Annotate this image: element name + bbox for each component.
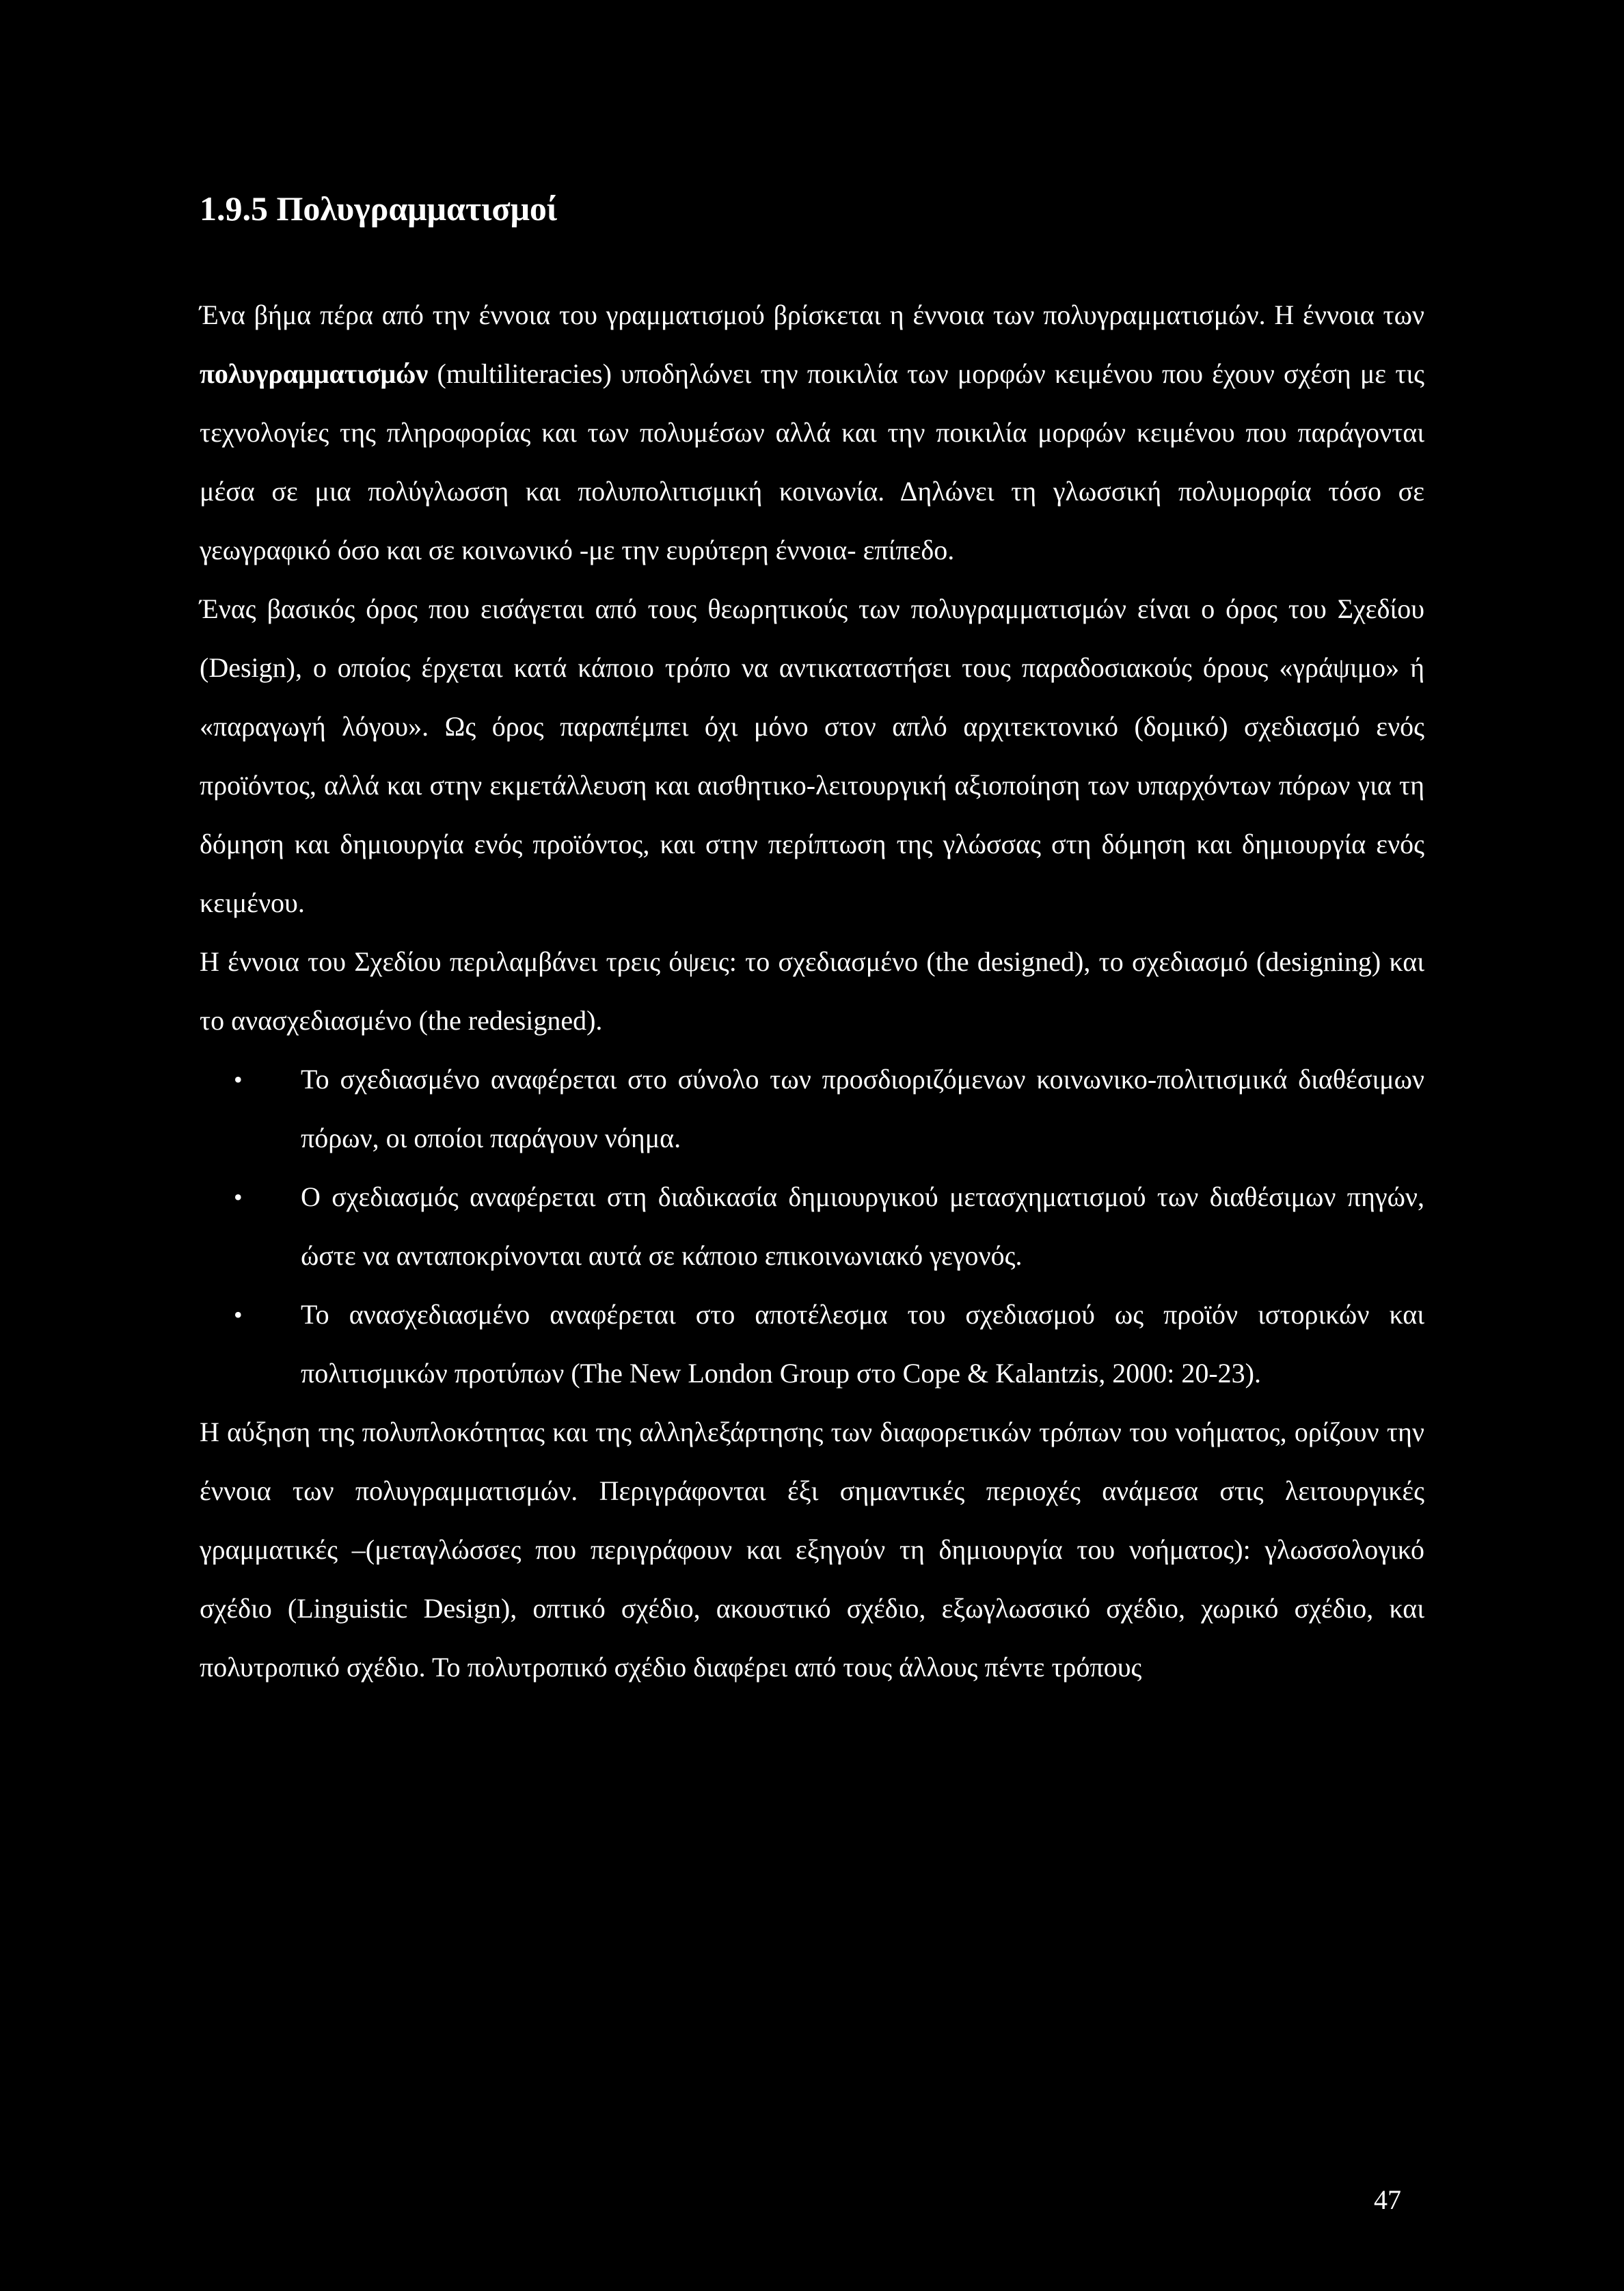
section-heading: 1.9.5 Πολυγραμματισμοί	[200, 189, 558, 228]
paragraph-design-aspects: Η έννοια του Σχεδίου περιλαμβάνει τρεις όψεις: το σχεδιασμένο (the designed), το σχεδιασμό (designing) και το ανασχεδιασμένο (the redesigned).	[200, 946, 1424, 1036]
paragraph-design-term: Ένας βασικός όρος που εισάγεται από τους θεωρητικούς των πολυγραμματισμών είναι ο όρος του Σχεδίου (Design), ο οποίος έρχεται κατά κάποιο τρόπο να αντικαταστήσει τους παραδοσιακούς όρους «γράψιμο» ή «παραγωγή λόγου». Ως όρος παραπέμπει όχι μόνο στον απλό αρχιτεκτονικό (δομικό) σχεδιασμό ενός προϊόντος, αλλά και στην εκμετάλλευση και αισθητικο-λειτουργική αξιοποίηση των υπαρχόντων πόρων για τη δόμηση και δημιουργία ενός προϊόντος, και στην περίπτωση της γλώσσας στη δόμηση και δημιουργία ενός κειμένου.	[200, 593, 1424, 918]
paragraph-intro-bold-term: πολυγραμματισμών	[200, 358, 429, 389]
list-item	[234, 1168, 1424, 1285]
paragraph-complexity: Η αύξηση της πολυπλοκότητας και της αλληλεξάρτησης των διαφορετικών τρόπων του νοήματος, ορίζουν την έννοια των πολυγραμματισμών. Περιγράφονται έξι σημαντικές περιοχές ανάμεσα στις λειτουργικές γραμματικές –(μεταγλώσσες που περιγράφουν και εξηγούν τη δημιουργία του νοήματος): γλωσσολογικό σχέδιο (Linguistic Design), οπτικό σχέδιο, ακουστικό σχέδιο, εξωγλωσσικό σχέδιο, χωρικό σχέδιο, και πολυτροπικό σχέδιο. Το πολυτροπικό σχέδιο διαφέρει από τους άλλους πέντε τρόπους	[200, 1417, 1424, 1683]
list-item	[234, 1285, 1424, 1403]
bullet-icon: •	[234, 1066, 243, 1093]
document-page	[200, 185, 1424, 1697]
paragraph-intro-part-b: (multiliteracies) υποδηλώνει την ποικιλία των μορφών κειμένου που έχουν σχέση με τις τεχνολογίες της πληροφορίας και των πολυμέσων αλλά και την ποικιλία μορφών κειμένου που παράγονται μέσα σε μια πολύγλωσση και πολυπολιτισμική κοινωνία. Δηλώνει τη γλωσσική πολυμορφία τόσο σε γεωγραφικό όσο και σε κοινωνικό -με την ευρύτερη έννοια- επίπεδο.	[200, 358, 1424, 565]
paragraph-intro-part-a: Ένα βήμα πέρα από την έννοια του γραμματισμού βρίσκεται η έννοια των πολυγραμματισμών. Η έννοια των	[200, 299, 1424, 330]
list-item-text: Το ανασχεδιασμένο αναφέρεται στο αποτέλεσμα του σχεδιασμού ως προϊόν ιστορικών και πολιτισμικών προτύπων (The New London Group στο Cope & Kalantzis, 2000: 20-23).	[301, 1299, 1424, 1389]
list-item-text: Το σχεδιασμένο αναφέρεται στο σύνολο των προσδιοριζόμενων κοινωνικο-πολιτισμικά διαθέσιμων πόρων, οι οποίοι παράγουν νόημα.	[301, 1064, 1424, 1153]
list-item	[234, 1050, 1424, 1168]
paragraph-intro	[200, 286, 1424, 580]
page-number: 47	[1374, 2184, 1401, 2215]
list-item-text: Ο σχεδιασμός αναφέρεται στη διαδικασία δημιουργικού μετασχηματισμού των διαθέσιμων πηγών, ώστε να ανταποκρίνονται αυτά σε κάποιο επικοινωνιακό γεγονός.	[301, 1181, 1424, 1271]
design-aspects-list	[200, 1050, 1424, 1403]
bullet-icon: •	[234, 1301, 243, 1328]
bullet-icon: •	[234, 1183, 243, 1211]
